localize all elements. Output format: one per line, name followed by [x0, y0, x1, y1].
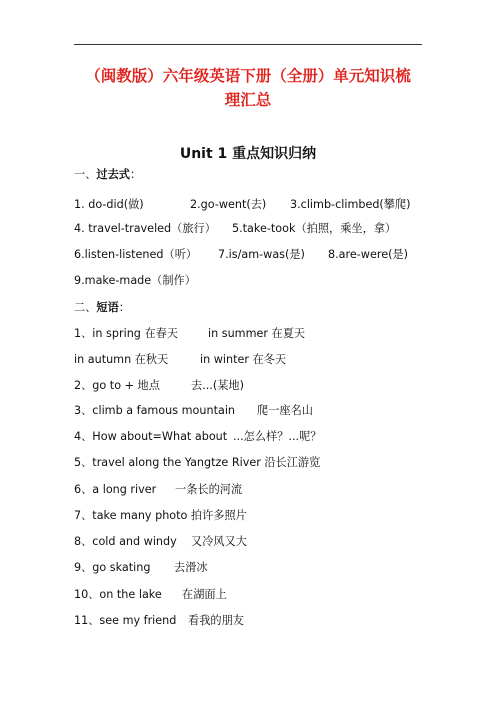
past-tense-entry: 7.is/am-was(是): [218, 248, 305, 261]
past-tense-entry: 4. travel-traveled（旅行）: [74, 222, 216, 235]
phrase-text: 2、go to + 地点: [74, 379, 160, 392]
section-colon: ：: [129, 168, 142, 181]
phrase-meaning: ...怎么样？...呢？: [233, 430, 322, 443]
past-tense-entry: 1. do-did(做): [74, 198, 144, 211]
phrase-text: 3、climb a famous mountain: [74, 404, 236, 417]
phrase-text: 10、on the lake: [74, 588, 162, 601]
phrase-text: 11、see my friend: [74, 614, 177, 627]
section-number: 二、: [74, 301, 97, 314]
phrase-meaning: 又冷风又大: [191, 535, 247, 548]
document-title-line-1: （闽教版）六年级英语下册（全册）单元知识梳: [85, 67, 411, 85]
past-tense-entry: 6.listen-listened（听）: [74, 248, 198, 261]
phrase-text: 9、go skating: [74, 561, 151, 574]
phrase-text: 4、How about=What about: [74, 430, 228, 443]
document-title-line-2: 理汇总: [224, 91, 272, 109]
section-label: 过去式: [96, 168, 130, 181]
section-number: 一、: [74, 168, 97, 181]
phrase-meaning: 爬一座名山: [257, 404, 313, 417]
phrase-text: 5、travel along the Yangtze River 沿长江游览: [74, 456, 321, 469]
phrase-meaning: in summer 在夏天: [208, 327, 306, 340]
past-tense-entry: 5.take-took（拍照，乘坐，拿）: [232, 222, 397, 235]
unit-title: Unit 1 重点知识归纳: [179, 146, 317, 162]
phrase-text: in autumn 在秋天: [74, 353, 169, 366]
phrase-meaning: 去...(某地): [191, 379, 244, 392]
phrase-meaning: 在湖面上: [182, 588, 227, 601]
past-tense-entry: 9.make-made（制作）: [74, 274, 196, 287]
phrase-meaning: 去滑冰: [174, 561, 208, 574]
section-colon: ：: [118, 301, 130, 314]
past-tense-entry: 8.are-were(是): [328, 248, 408, 261]
section-heading-phrases: [74, 299, 130, 315]
document-title: [74, 64, 422, 112]
phrase-text: 6、a long river: [74, 483, 157, 496]
header-rule: [74, 44, 422, 45]
phrase-meaning: 一条长的河流: [175, 483, 243, 496]
section-label: 短语: [96, 301, 119, 314]
phrase-text: 8、cold and windy: [74, 535, 177, 548]
section-heading-past-tense: [74, 166, 141, 182]
phrase-meaning: 看我的朋友: [188, 614, 244, 627]
phrase-text: 7、take many photo 拍许多照片: [74, 509, 247, 522]
phrase-text: 1、in spring 在春天: [74, 327, 179, 340]
past-tense-entry: 3.climb-climbed(攀爬): [290, 198, 411, 211]
past-tense-entry: 2.go-went(去): [190, 198, 267, 211]
phrase-meaning: in winter 在冬天: [200, 353, 287, 366]
